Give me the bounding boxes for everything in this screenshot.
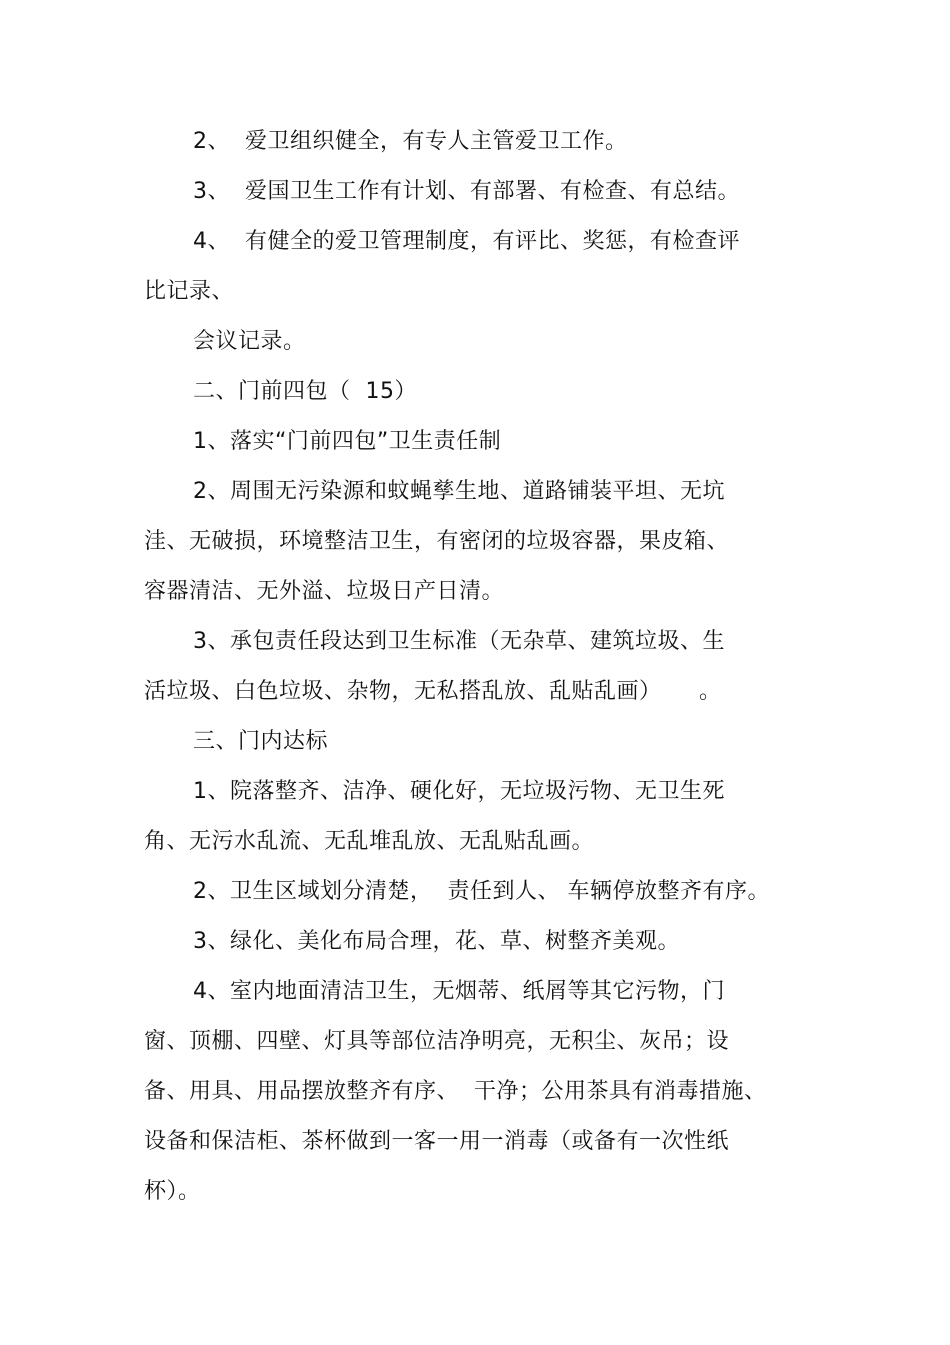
text-line (193, 477, 725, 507)
line-text: 活垃圾、白色垃圾、杂物，无私搭乱放、乱贴乱画） 。 (144, 679, 722, 704)
line-text: 2、周围无污染源和蚊蝇孳生地、道路铺装平坦、无坑 (193, 479, 725, 504)
line-text: 1、落实“门前四包”卫生责任制 (193, 429, 502, 454)
text-line (193, 127, 628, 157)
text-line (193, 977, 725, 1007)
text-line (193, 177, 740, 207)
text-line (144, 527, 729, 557)
text-line (144, 1077, 767, 1107)
line-text: 1、院落整齐、洁净、硬化好，无垃圾污物、无卫生死 (193, 779, 725, 804)
text-line (144, 827, 594, 857)
text-line (144, 277, 234, 307)
text-line (144, 1177, 201, 1207)
line-text: 杯）。 (144, 1179, 201, 1204)
line-text: 二、门前四包（ 15） (193, 379, 417, 404)
line-text: 3、 爱国卫生工作有计划、有部署、有检查、有总结。 (193, 179, 740, 204)
text-line (193, 777, 725, 807)
line-text: 2、卫生区域划分清楚， 责任到人、 车辆停放整齐有序。 (193, 879, 770, 904)
text-line (144, 1027, 729, 1057)
line-text: 4、室内地面清洁卫生，无烟蒂、纸屑等其它污物，门 (193, 979, 725, 1004)
text-line (144, 1127, 729, 1157)
line-text: 2、 爱卫组织健全，有专人主管爱卫工作。 (193, 129, 628, 154)
text-line (193, 227, 740, 257)
line-text: 窗、顶棚、四壁、灯具等部位洁净明亮，无积尘、灰吊；设 (144, 1029, 730, 1054)
line-text: 角、无污水乱流、无乱堆乱放、无乱贴乱画。 (144, 829, 595, 854)
section-heading (193, 727, 328, 757)
text-line (193, 927, 680, 957)
line-text: 容器清洁、无外溢、垃圾日产日清。 (144, 579, 505, 604)
text-line (144, 677, 721, 707)
text-line (144, 577, 504, 607)
line-text: 会议记录。 (193, 329, 306, 354)
line-text: 4、 有健全的爱卫管理制度，有评比、奖惩，有检查评 (193, 229, 740, 254)
text-line (193, 877, 770, 907)
text-line (193, 427, 501, 457)
line-text: 设备和保洁柜、茶杯做到一客一用一消毒（或备有一次性纸 (144, 1129, 730, 1154)
section-heading (193, 377, 417, 407)
text-line (193, 627, 725, 657)
line-text: 洼、无破损，环境整洁卫生，有密闭的垃圾容器，果皮箱、 (144, 529, 730, 554)
line-text: 3、承包责任段达到卫生标准（无杂草、建筑垃圾、生 (193, 629, 725, 654)
line-text: 三、门内达标 (193, 729, 329, 754)
line-text: 备、用具、用品摆放整齐有序、 干净；公用茶具有消毒措施、 (144, 1079, 767, 1104)
line-text: 3、绿化、美化布局合理，花、草、树整齐美观。 (193, 929, 680, 954)
line-text: 比记录、 (144, 279, 235, 304)
text-line (193, 327, 306, 357)
